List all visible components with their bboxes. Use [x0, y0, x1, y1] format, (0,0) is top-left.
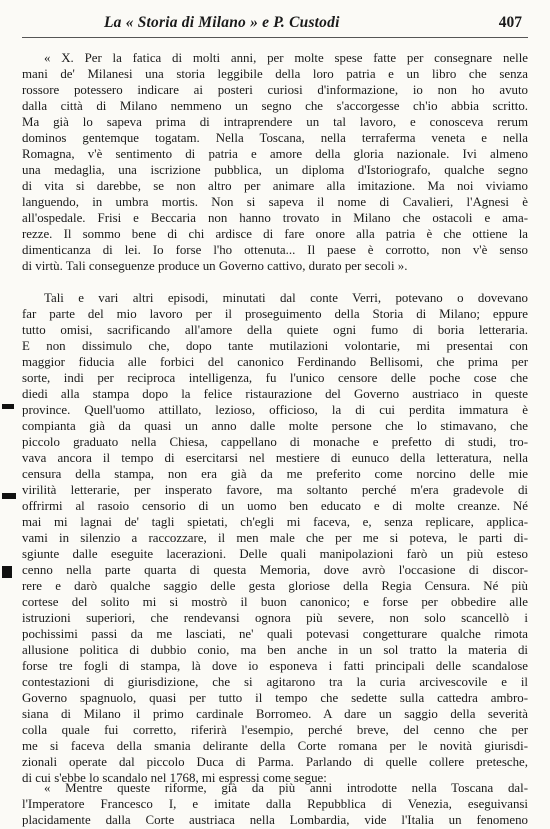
margin-mark [2, 493, 16, 499]
text-line: cortese del solito mi si mostrò il buon canonico; e forse per obbedire alle [22, 595, 528, 609]
text-line: di cui s'ebbe lo scandalo nel 1768, mi espressi come segue: [22, 771, 327, 785]
text-line: sgiunte dalle eseguite lacerazioni. Delle quali manipolazioni farò un più esteso [22, 547, 528, 561]
text-line: tutto omisi, sacrificando all'amore della quiete ogni fumo di boria letteraria. [22, 323, 528, 337]
text-line: forse tre fogli di stampa, là dove io esponeva i fatti principali delle scandalose [22, 659, 528, 673]
text-line: province. Quell'uomo attillato, lezioso, officioso, la di cui perdita immatura è [22, 403, 528, 417]
margin-mark [2, 404, 14, 409]
text-line: zionali operate dal piccolo Duca di Parma. Parlando di quelle collere pretesche, [22, 755, 528, 769]
text-line: contestazioni di giurisdizione, che si agitarono tra la curia arcivescovile e il [22, 675, 528, 689]
text-line: compianta già da quasi un anno dalle molte persone che lo stimavano, che [22, 419, 528, 433]
text-line: allusione politica di dubbio conio, ma ben anche in un sol tratto la materia di [22, 643, 528, 657]
margin-mark [2, 566, 12, 578]
text-line: « Mentre queste riforme, già da più anni introdotte nella Toscana dal- [44, 781, 528, 795]
text-line: di virtù. Tali conseguenze produce un Governo cattivo, durato per secoli ». [22, 259, 408, 273]
text-line: siana di Milano il primo cardinale Borromeo. A dare un saggio della severità [22, 707, 528, 721]
text-line: una medaglia, una iscrizione pubblica, un diploma d'Istoriografo, qualche segno [22, 163, 528, 177]
text-line: Governo spagnuolo, quasi per tutto il tempo che sedette sulla cattedra ambro- [22, 691, 528, 705]
text-line: colla quale fui corretto, riferirà l'esempio, perché breve, del cenno che per [22, 723, 528, 737]
header-rule [22, 37, 528, 38]
text-line: piccolo graduato nella Chiesa, cappellano di monache e prefetto di studi, tro- [22, 435, 528, 449]
text-line: rossore potessero indicare ai posteri curiosi d'informazione, io non ho avuto [22, 83, 528, 97]
text-line: Ma già lo sapeva prima di intraprendere un tal lavoro, e conosceva rerum [22, 115, 528, 129]
text-line: maggior fiducia alle forbici del canonico Ferdinando Bellisomi, che prima per [22, 355, 528, 369]
text-line: Tali e vari altri episodi, minutati dal conte Verri, potevano o dovevano [44, 291, 528, 305]
text-line: rere e darò qualche saggio delle gesta gloriose della Regia Censura. Né più [22, 579, 528, 593]
text-line: Romagna, v'è sentimento di patria e amore della gloria nazionale. Ivi almeno [22, 147, 528, 161]
text-line: mai mi lagnai de' tagli spietati, ch'egli mi faceva, e, senza replicare, applica- [22, 515, 528, 529]
text-line: all'ospedale. Frisi e Beccaria non hanno trovato in Milano che ostacoli e ama- [22, 211, 528, 225]
text-line: diedi alla stampa dopo la felice ristaurazione del Governo austriaco in queste [22, 387, 528, 401]
text-line: dominos gentemque togatam. Nella Toscana, nella terraferma veneta e nella [22, 131, 528, 145]
text-line: vami in silenzio a raccozzare, il men male che per me si poteva, le parti di- [22, 531, 528, 545]
text-line: mani de' Milanesi una storia leggibile della loro patria e un libro che senza [22, 67, 528, 81]
text-line: dimenticanza di lei. Io forse l'ho ottenuta... Il paese è corrotto, non v'è senso [22, 243, 528, 257]
text-line: pochissimi passi da me lasciati, ne' quali potevasi congetturare qualche rimota [22, 627, 528, 641]
text-line: censura della stampa, non era già da me preferito come norcino delle mie [22, 467, 528, 481]
text-line: offrirmi al rasoio censorio di un uomo ben educato e di molte creanze. Né [22, 499, 528, 513]
text-line: rezze. Il sommo bene di chi ardisce di fare onore alla patria è che ottiene la [22, 227, 528, 241]
text-line: far parte del mio lavoro per il proseguimento della Storia di Milano; eppure [22, 307, 528, 321]
text-line: me si faceva della smania delirante della Corte romana per le novità giurisdi- [22, 739, 528, 753]
text-line: E non dissimulo che, dopo tante mutilazioni volontarie, mi presentai con [22, 339, 528, 353]
text-line: vava ancora il tempo di esercitarsi nel mestiere di eunuco della letteratura, nella [22, 451, 528, 465]
text-line: sorte, indi per reciproca intelligenza, fu l'unico censore delle poche cose che [22, 371, 528, 385]
text-line: virilità letterarie, per insperato favore, ma soltanto perché m'era gradevole di [22, 483, 528, 497]
page-number: 407 [498, 14, 522, 31]
text-line: « X. Per la fatica di molti anni, per molte spese fatte per consegnare nelle [44, 51, 528, 65]
page-title: La « Storia di Milano » e P. Custodi [104, 14, 340, 31]
text-line: l'Imperatore Francesco I, e imitate dalla Repubblica di Venezia, eseguivansi [22, 797, 528, 811]
text-line: di vita si darebbe, se non altro per animare alla imitazione. Ma noi viviamo [22, 179, 528, 193]
text-line: dalla città di Milano nemmeno un segno che s'accorgesse ch'io abbia scritto. [22, 99, 528, 113]
text-line: cenno nella parte quarta di questa Memoria, dove avrò l'occasione di discor- [22, 563, 528, 577]
text-line: placidamente dalla Corte austriaca nella Lombardia, vide l'Italia un fenomeno [22, 813, 528, 827]
text-line: istruzioni superiori, che rendevansi ognora più severe, non solo scancellò i [22, 611, 528, 625]
text-line: languendo, in umbra mortis. Non si sapeva il nome di Cavalieri, l'Agnesi è [22, 195, 528, 209]
